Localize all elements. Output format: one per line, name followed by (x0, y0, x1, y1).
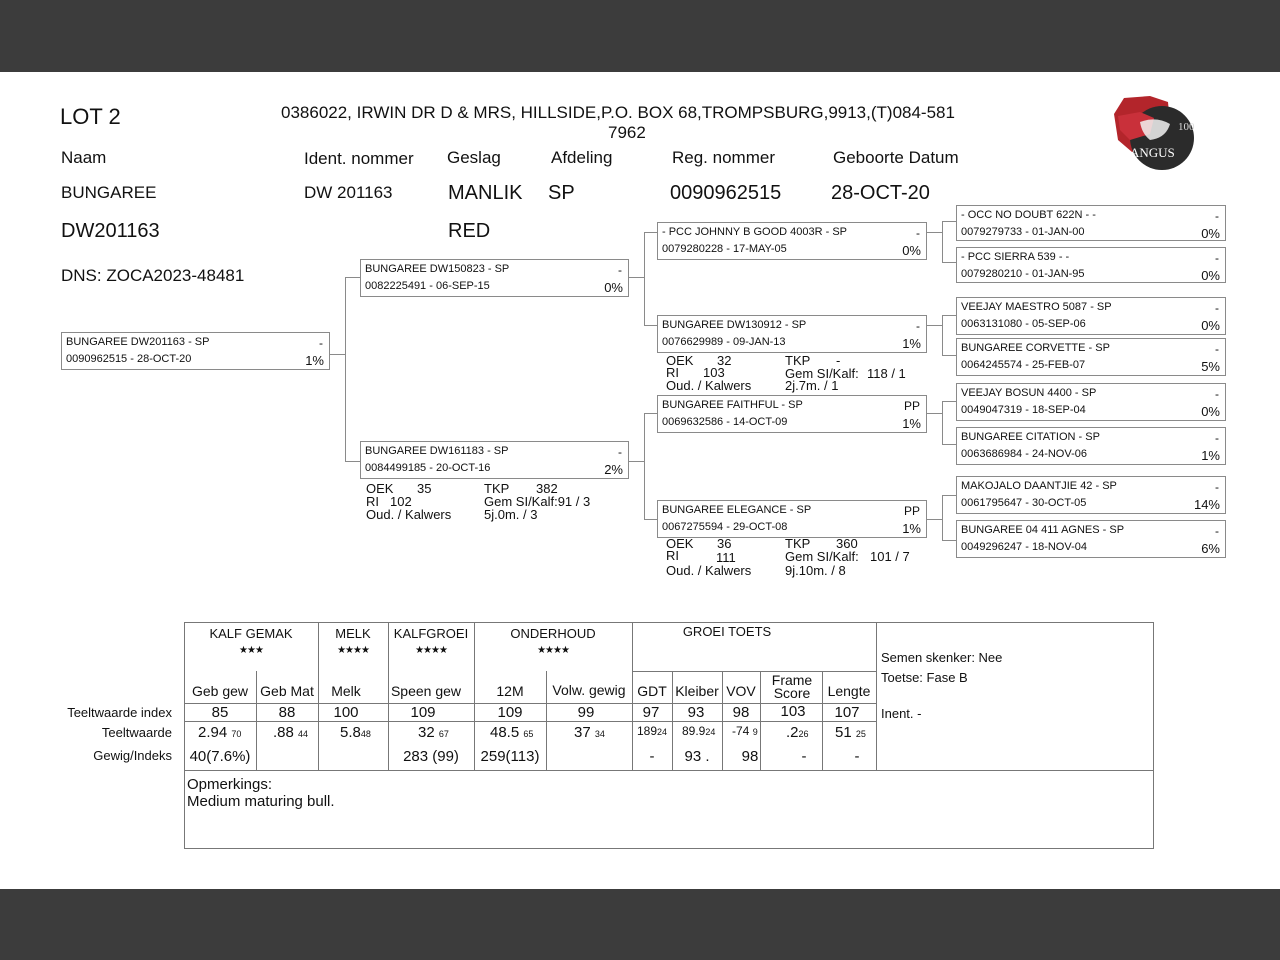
dns-number: DNS: ZOCA2023-48481 (61, 266, 245, 285)
sd-ri-label: RI (666, 365, 679, 380)
label-geslag: Geslag (447, 148, 501, 167)
connector (926, 232, 942, 233)
gg-reg: 0063686984 - 24-NOV-06 (961, 448, 1087, 460)
sire-code: - (618, 263, 622, 277)
row-label-index: Teeltwaarde index (67, 705, 172, 720)
dam-pct: 2% (604, 462, 623, 477)
gg-pct: 5% (1201, 359, 1220, 374)
gg-name: BUNGAREE CITATION - SP (961, 431, 1100, 443)
connector (942, 495, 956, 496)
pedigree-gg-4 (956, 338, 1226, 376)
dd-tkp-label: TKP (785, 536, 811, 551)
connector (644, 413, 645, 520)
ebv-value: 32 (418, 724, 435, 741)
dd-oud-label: Oud. / Kalwers (666, 563, 752, 578)
connector (644, 413, 657, 414)
dd-oek-label: OEK (666, 536, 694, 551)
label-afdeling: Afdeling (551, 148, 613, 167)
connector (628, 461, 644, 462)
sire-name: BUNGAREE DW150823 - SP (365, 263, 510, 275)
connector (926, 413, 942, 414)
gg-code: - (1215, 524, 1219, 538)
sd-tkp: - (836, 353, 841, 368)
gg-pct: 0% (1201, 318, 1220, 333)
ebv-accuracy: 65 (523, 729, 534, 739)
connector (942, 495, 943, 541)
weight-value: 40(7.6%) (189, 748, 251, 765)
ebv-accuracy: 34 (594, 729, 605, 739)
gg-pct: 1% (1201, 448, 1220, 463)
gg-reg: 0049047319 - 18-SEP-04 (961, 404, 1086, 416)
value-geslag: MANLIK (448, 182, 523, 204)
pedigree-gg-6 (956, 427, 1226, 465)
dd-tkp: 360 (836, 536, 858, 551)
rule (632, 671, 876, 672)
group-kalfgroei: KALFGROEI (393, 626, 469, 641)
pedigree-sire-dam (657, 315, 927, 353)
ebv-value: 2.94 (198, 724, 228, 741)
gg-name: - OCC NO DOUBT 622N - - (961, 209, 1096, 221)
gg-name: VEEJAY MAESTRO 5087 - SP (961, 301, 1112, 313)
dam-tkp: 382 (536, 481, 558, 496)
index-value: 103 (780, 703, 806, 720)
label-naam: Naam (61, 148, 107, 167)
pedigree-gg-8 (956, 520, 1226, 558)
gg-name: BUNGAREE 04 411 AGNES - SP (961, 524, 1125, 536)
dd-code: PP (903, 504, 920, 518)
ebv-accuracy: 44 (298, 729, 309, 739)
col-melk: Melk (331, 683, 361, 699)
gg-pct: 0% (1201, 268, 1220, 283)
gg-reg: 0079280210 - 01-JAN-95 (961, 268, 1085, 280)
animal-code: - (319, 336, 323, 350)
value-ident: DW 201163 (304, 183, 393, 202)
ebv-value: .2 (786, 724, 799, 741)
gg-name: BUNGAREE CORVETTE - SP (961, 342, 1110, 354)
ebv-value: 51 (835, 724, 852, 741)
gg-reg: 0079279733 - 01-JAN-00 (961, 226, 1085, 238)
gg-code: - (1215, 431, 1219, 445)
connector (628, 277, 644, 278)
sd-tkp-label: TKP (785, 353, 811, 368)
sd-code: - (916, 319, 920, 333)
col-volw-gewig: Volw. gewig (552, 682, 626, 698)
sd-oud-label: Oud. / Kalwers (666, 378, 752, 393)
ebv-accuracy: 25 (855, 729, 866, 739)
label-geboorte: Geboorte Datum (833, 148, 959, 167)
sd-name: BUNGAREE DW130912 - SP (662, 319, 807, 331)
row-label-gewig: Gewig/Indeks (93, 748, 172, 763)
dam-ri-label: RI (366, 494, 379, 509)
connector (942, 221, 943, 263)
weight-value: 93 . (684, 748, 710, 765)
connector (942, 444, 956, 445)
index-value: 109 (497, 704, 523, 721)
weight-value: 283 (99) (403, 748, 459, 765)
tests-phase: Toetse: Fase B (881, 670, 968, 685)
gg-code: - (1215, 342, 1219, 356)
index-value: 93 (687, 704, 705, 721)
index-value: 107 (834, 704, 860, 721)
weight-value: 98 (741, 748, 759, 765)
gg-pct: 14% (1193, 497, 1220, 512)
dam-reg: 0084499185 - 20-OCT-16 (365, 462, 491, 474)
dam-oud: 5j.0m. / 3 (484, 507, 538, 522)
weight-value: 259(113) (480, 748, 540, 765)
dam-oek-label: OEK (366, 481, 394, 496)
connector (942, 355, 956, 356)
gg-name: - PCC SIERRA 539 - - (961, 251, 1070, 263)
pedigree-gg-1 (956, 205, 1226, 241)
ds-code: PP (903, 399, 920, 413)
ebv-value: 5.8 (340, 724, 361, 741)
sire-pct: 0% (604, 280, 623, 295)
connector (926, 325, 942, 326)
stars-kalf-gemak: ★★★ (239, 645, 263, 656)
dd-name: BUNGAREE ELEGANCE - SP (662, 504, 812, 516)
ebv-cell (762, 724, 822, 741)
pedigree-gg-7 (956, 476, 1226, 514)
ebv-accuracy: 67 (438, 729, 449, 739)
dd-ri-label: RI (666, 548, 679, 563)
ebv-cell (724, 724, 760, 738)
remarks-label: Opmerkings: (187, 776, 273, 793)
connector (644, 232, 657, 233)
ebv-cell (824, 724, 876, 741)
connector (644, 519, 657, 520)
ebv-accuracy: 24 (657, 727, 668, 737)
connector (942, 540, 956, 541)
top-dark-band (0, 0, 1280, 72)
pedigree-dam (360, 441, 629, 479)
gg-code: - (1215, 251, 1219, 265)
ebv-value: 37 (574, 724, 591, 741)
connector (942, 401, 956, 402)
ss-reg: 0079280228 - 17-MAY-05 (662, 243, 787, 255)
col-lengte: Lengte (827, 683, 871, 699)
ebv-cell (320, 724, 380, 741)
sd-oek-label: OEK (666, 353, 694, 368)
connector (942, 315, 956, 316)
ss-name: - PCC JOHNNY B GOOD 4003R - SP (662, 226, 848, 238)
weight-value: - (801, 748, 807, 765)
gg-pct: 0% (1201, 226, 1220, 241)
ebv-cell (258, 724, 318, 741)
dd-gem-label: Gem SI/Kalf: (785, 549, 859, 564)
index-value: 100 (333, 704, 359, 721)
sd-oek: 32 (717, 353, 732, 368)
label-ident: Ident. nommer (304, 149, 414, 168)
connector (926, 519, 942, 520)
connector (942, 221, 956, 222)
ebv-value: 189 (637, 724, 658, 738)
breeder-address: 0386022, IRWIN DR D & MRS, HILLSIDE,P.O. BOX 68,TROMPSBURG,9913,(T)084-581 (281, 103, 955, 122)
weight-value: - (649, 748, 655, 765)
semen-donor: Semen skenker: Nee (881, 650, 1003, 665)
pedigree-dam-dam (657, 500, 927, 538)
index-value: 98 (732, 704, 750, 721)
sd-pct: 1% (902, 336, 921, 351)
col-geb-gew: Geb gew (191, 683, 249, 699)
ebv-accuracy: 24 (705, 727, 716, 737)
dd-oek: 36 (717, 536, 732, 551)
gg-code: - (1215, 480, 1219, 494)
weight-value: - (854, 748, 860, 765)
ds-reg: 0069632586 - 14-OCT-09 (662, 416, 788, 428)
value-naam: BUNGAREE (61, 183, 157, 202)
dam-ri: 102 (390, 494, 412, 509)
col-gdt: GDT (637, 683, 667, 699)
ebv-accuracy: 9 (752, 727, 758, 737)
ebv-cell (476, 724, 546, 741)
animal-reg: 0090962515 - 28-OCT-20 (66, 353, 192, 365)
ebv-value: -74 (732, 724, 750, 738)
gg-reg: 0049296247 - 18-NOV-04 (961, 541, 1087, 553)
connector (329, 354, 345, 355)
index-value: 85 (211, 704, 229, 721)
sd-oud: 2j.7m. / 1 (785, 378, 839, 393)
connector (345, 277, 360, 278)
stars-onderhoud: ★★★★ (537, 645, 569, 656)
ebv-accuracy: 48 (360, 729, 371, 739)
index-value: 99 (577, 704, 595, 721)
remarks-text: Medium maturing bull. (187, 793, 335, 810)
pedigree-animal (61, 332, 330, 370)
gg-reg: 0063131080 - 05-SEP-06 (961, 318, 1086, 330)
dam-oud-label: Oud. / Kalwers (366, 507, 452, 522)
dam-code: - (618, 445, 622, 459)
value-geboorte: 28-OCT-20 (831, 182, 930, 204)
connector (942, 315, 943, 356)
sire-reg: 0082225491 - 06-SEP-15 (365, 280, 490, 292)
angus-logo (1110, 94, 1196, 172)
dam-tkp-label: TKP (484, 481, 510, 496)
dd-oud: 9j.10m. / 8 (785, 563, 846, 578)
animal-name: BUNGAREE DW201163 - SP (66, 336, 210, 348)
index-value: 88 (278, 704, 296, 721)
pedigree-dam-sire (657, 395, 927, 433)
connector (942, 262, 956, 263)
group-melk: MELK (335, 626, 371, 641)
group-kalf-gemak: KALF GEMAK (209, 626, 293, 641)
ebv-value: 48.5 (490, 724, 520, 741)
connector (345, 461, 360, 462)
group-groei-toets: GROEI TOETS (682, 624, 772, 639)
pedigree-sire (360, 259, 629, 297)
col-kleiber: Kleiber (675, 683, 719, 699)
dd-pct: 1% (902, 521, 921, 536)
gg-name: VEEJAY BOSUN 4400 - SP (961, 387, 1097, 399)
value-kleur: RED (448, 220, 491, 242)
dd-gem: 101 / 7 (870, 549, 910, 564)
pedigree-sire-sire (657, 222, 927, 260)
breeder-address-cont: 7962 (608, 123, 646, 142)
rule (184, 721, 876, 722)
gg-code: - (1215, 209, 1219, 223)
label-reg: Reg. nommer (672, 148, 775, 167)
animal-pct: 1% (305, 353, 324, 368)
value-reg: 0090962515 (670, 182, 782, 204)
sd-ri: 103 (703, 365, 725, 380)
logo-text: ANGUS (1130, 145, 1175, 160)
pedigree-gg-3 (956, 297, 1226, 335)
col-12m: 12M (496, 683, 524, 699)
gg-reg: 0061795647 - 30-OCT-05 (961, 497, 1087, 509)
ebv-value: 89.9 (682, 724, 706, 738)
sd-gem: 118 / 1 (867, 366, 906, 381)
dam-oek: 35 (417, 481, 432, 496)
gg-name: MAKOJALO DAANTJIE 42 - SP (961, 480, 1117, 492)
connector (942, 401, 943, 445)
rule (184, 770, 1154, 771)
ebv-cell (674, 724, 722, 738)
stars-kalfgroei: ★★★★ (415, 645, 447, 656)
ss-code: - (916, 226, 920, 240)
ebv-cell (188, 724, 254, 741)
sd-reg: 0076629989 - 09-JAN-13 (662, 336, 786, 348)
ebv-accuracy: 70 (231, 729, 242, 739)
gg-code: - (1215, 387, 1219, 401)
col-geb-mat: Geb Mat (260, 683, 314, 699)
ebv-cell (634, 724, 672, 738)
gg-pct: 0% (1201, 404, 1220, 419)
row-label-teeltwaarde: Teeltwaarde (101, 725, 172, 740)
ds-name: BUNGAREE FAITHFUL - SP (662, 399, 803, 411)
lot-number: LOT 2 (60, 104, 121, 129)
gg-pct: 6% (1201, 541, 1220, 556)
gg-reg: 0064245574 - 25-FEB-07 (961, 359, 1086, 371)
pedigree-gg-5 (956, 383, 1226, 421)
col-frame-score: Frame Score (771, 672, 813, 701)
dd-ri: 111 (716, 550, 736, 565)
sd-gem-label: Gem SI/Kalf: (785, 366, 859, 381)
ebv-cell (390, 724, 470, 741)
pedigree-gg-2 (956, 247, 1226, 283)
dam-gem: Gem SI/Kalf:91 / 3 (484, 494, 591, 509)
group-onderhoud: ONDERHOUD (510, 626, 596, 641)
index-value: 97 (642, 704, 660, 721)
bottom-dark-band (0, 889, 1280, 960)
dd-reg: 0067275594 - 29-OCT-08 (662, 521, 788, 533)
ss-pct: 0% (902, 243, 921, 258)
value-afdeling: SP (548, 182, 575, 204)
vaccination: Inent. - (881, 706, 922, 721)
gg-code: - (1215, 301, 1219, 315)
col-speen-gew: Speen gew (390, 683, 462, 699)
connector (644, 325, 657, 326)
dam-name: BUNGAREE DW161183 - SP (365, 445, 509, 457)
col-vov: VOV (726, 683, 756, 699)
index-value: 109 (410, 704, 436, 721)
lot-sheet (0, 72, 1280, 889)
ebv-accuracy: 26 (798, 729, 809, 739)
logo-badge: 100 (1178, 121, 1195, 133)
stars-melk: ★★★★ (337, 645, 369, 656)
connector (644, 232, 645, 326)
ds-pct: 1% (902, 416, 921, 431)
value-naam-2: DW201163 (61, 220, 160, 242)
ebv-cell (548, 724, 630, 741)
ebv-value: .88 (273, 724, 294, 741)
connector (345, 277, 346, 462)
